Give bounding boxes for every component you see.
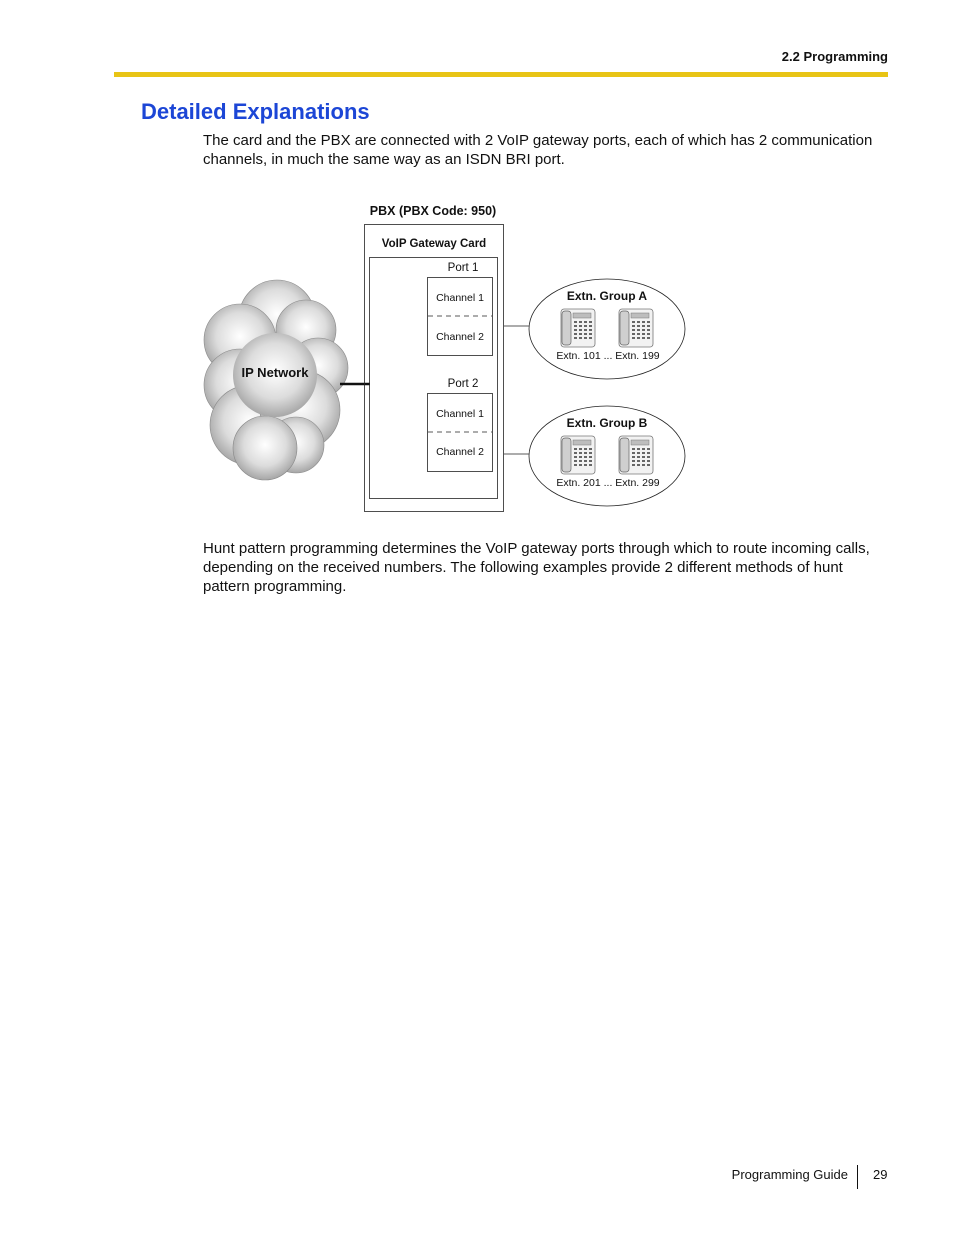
- section-title: 2.2 Programming: [781, 49, 888, 64]
- group-b-range: Extn. 201 ... Extn. 299: [556, 477, 660, 489]
- page-heading: Detailed Explanations: [141, 99, 370, 124]
- telephone-icon: [619, 309, 653, 347]
- telephone-icon: [561, 309, 595, 347]
- telephone-icon: [619, 436, 653, 474]
- port-2-channel-1: Channel 1: [436, 408, 484, 420]
- page-number: 29: [873, 1167, 888, 1182]
- card-label: VoIP Gateway Card: [381, 238, 487, 250]
- footer-guide-title: Programming Guide: [731, 1167, 848, 1182]
- port-2-box: [428, 394, 493, 472]
- intro-paragraph: The card and the PBX are connected with 2 VoIP gateway ports, each of which has 2 communication channels, in much the same way as an ISDN BRI port.: [203, 132, 873, 168]
- port-1-channel-2: Channel 2: [436, 331, 484, 343]
- port-1-box: [428, 278, 493, 356]
- port-2-channel-2: Channel 2: [436, 446, 484, 458]
- group-a-label: Extn. Group A: [566, 289, 648, 303]
- hunt-pattern-paragraph: Hunt pattern programming determines the VoIP gateway ports through which to route incoming calls, depending on the received numbers. The following examples provide 2 different methods of hunt pattern programming.: [203, 540, 870, 595]
- cloud-icon: [204, 280, 348, 480]
- footer-divider: [857, 1165, 858, 1189]
- port-2-label: Port 2: [447, 378, 479, 390]
- telephone-icon: [561, 436, 595, 474]
- group-a-range: Extn. 101 ... Extn. 199: [556, 350, 660, 362]
- port-1-channel-1: Channel 1: [436, 292, 484, 304]
- pbx-label: PBX (PBX Code: 950): [369, 204, 497, 218]
- ip-network-label: IP Network: [241, 365, 309, 380]
- port-1-label: Port 1: [447, 262, 479, 274]
- group-b-label: Extn. Group B: [566, 416, 648, 430]
